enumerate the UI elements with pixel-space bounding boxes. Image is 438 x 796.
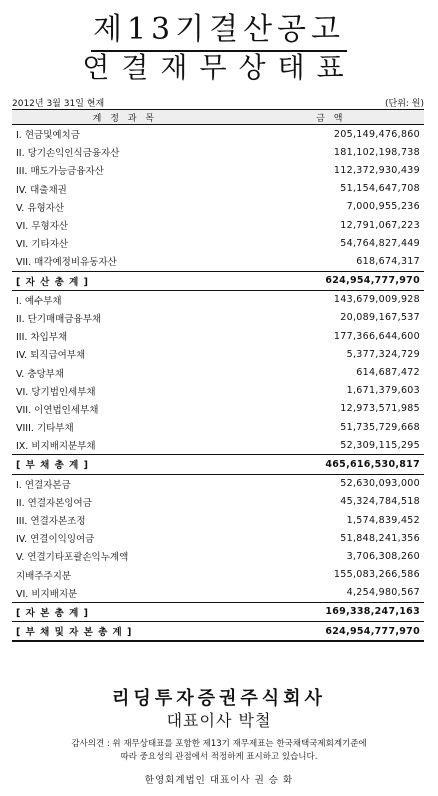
table-row — [12, 529, 424, 547]
account-amount: 624,954,777,970 — [238, 271, 424, 290]
audit-opinion — [0, 738, 438, 764]
table-row — [12, 309, 424, 327]
statement-title: 연결재무상태표 — [82, 51, 356, 84]
account-amount: 205,149,476,860 — [333, 128, 420, 140]
account-amount: 618,674,317 — [356, 255, 420, 267]
account-amount: 4,254,980,567 — [346, 587, 420, 599]
account-label: VI. 무형자산 — [16, 221, 69, 233]
table-row — [12, 290, 424, 309]
account-label: V. 연결기타포괄손익누계액 — [16, 552, 129, 564]
table-row — [12, 436, 424, 455]
table-row — [12, 143, 424, 161]
audit-opinion-line-1: 감사의견 : 위 재무상태표를 포함한 제13기 재무제표는 한국채택국제회계기준에 — [71, 739, 367, 749]
account-label: [ 부 채 및 자 본 총 계 ] — [12, 622, 238, 642]
account-label: IV. 연결이익잉여금 — [16, 534, 95, 546]
table-row — [12, 493, 424, 511]
table-row — [12, 400, 424, 418]
table-row — [12, 234, 424, 252]
account-label: IV. 대출채권 — [16, 184, 67, 196]
account-label: [ 자 산 총 계 ] — [12, 271, 238, 290]
account-label: VII. 매각예정비유동자산 — [16, 257, 117, 269]
account-label: [ 자 본 총 계 ] — [12, 602, 238, 621]
table-row — [12, 125, 424, 144]
account-label: V. 유형자산 — [16, 202, 65, 214]
table-row — [12, 198, 424, 216]
account-amount: 52,309,115,295 — [340, 439, 420, 451]
account-amount: 45,324,784,518 — [340, 496, 420, 508]
account-amount: 1,671,379,603 — [346, 385, 420, 397]
table-row — [12, 511, 424, 529]
account-amount: 51,848,241,356 — [340, 532, 420, 544]
account-label: IV. 퇴직급여부채 — [16, 350, 86, 362]
account-label: I. 예수부채 — [16, 295, 62, 307]
table-row — [12, 363, 424, 381]
table-total-row — [12, 271, 424, 290]
table-row — [12, 161, 424, 179]
account-label: II. 연결자본잉여금 — [16, 497, 92, 509]
account-label: VIII. 기타부채 — [16, 423, 74, 435]
table-row — [12, 566, 424, 584]
table-row — [12, 252, 424, 271]
account-label: V. 충당부채 — [16, 368, 65, 380]
ceo-name: 대표이사 박철 — [166, 711, 272, 730]
account-amount: 143,679,009,928 — [333, 294, 420, 306]
account-amount: 169,338,247,163 — [238, 602, 424, 621]
table-row — [12, 547, 424, 565]
account-label: I. 현금및예치금 — [16, 130, 80, 142]
balance-sheet-table — [12, 109, 424, 642]
report-date: 2012년 3월 31일 현재 — [12, 99, 105, 109]
account-amount: 12,973,571,985 — [340, 403, 420, 415]
account-amount: 51,154,647,708 — [340, 183, 420, 195]
table-row — [12, 327, 424, 345]
account-amount: 12,791,067,223 — [340, 219, 420, 231]
table-total-row — [12, 622, 424, 642]
account-label: IX. 비지배지분부채 — [16, 441, 96, 453]
table-header-row — [12, 110, 424, 125]
account-label: VI. 당기법인세부채 — [16, 386, 96, 398]
table-row — [12, 180, 424, 198]
account-amount: 54,764,827,449 — [340, 237, 420, 249]
account-label: II. 당기손익인식금융자산 — [16, 148, 120, 160]
account-label: III. 연결자본조정 — [16, 516, 86, 528]
account-amount: 177,366,644,600 — [333, 330, 420, 342]
account-label: [ 부 채 총 계 ] — [12, 455, 238, 474]
account-label: VI. 기타자산 — [16, 239, 69, 251]
account-label: III. 차입부채 — [16, 332, 68, 344]
account-amount: 624,954,777,970 — [238, 622, 424, 642]
account-amount: 3,706,308,260 — [346, 550, 420, 562]
notice-title-text: 제13기결산공고 — [91, 4, 347, 52]
account-label: II. 단기매매금융부채 — [16, 313, 102, 325]
unit-label: (단위: 원) — [385, 99, 424, 109]
account-label: I. 연결자본금 — [16, 479, 71, 491]
column-header-account: 계 정 과 목 — [12, 110, 238, 125]
account-amount: 155,083,266,586 — [333, 569, 420, 581]
account-amount: 52,630,093,000 — [340, 478, 420, 490]
account-amount: 5,377,324,729 — [346, 348, 420, 360]
table-row — [12, 418, 424, 436]
account-label: 지배주주지분 — [16, 570, 72, 582]
statement-meta — [12, 96, 424, 109]
account-amount: 112,372,930,439 — [333, 164, 420, 176]
column-header-amount: 금 액 — [238, 110, 424, 125]
account-label: VI. 비지배지분 — [16, 588, 78, 600]
table-row — [12, 345, 424, 363]
account-amount: 20,089,167,537 — [340, 312, 420, 324]
account-amount: 7,000,955,236 — [346, 201, 420, 213]
account-label: VII. 이연법인세부채 — [16, 404, 99, 416]
audit-opinion-line-2: 따라 중요성의 관점에서 적정하게 표시하고 있습니다. — [120, 752, 318, 762]
account-label: III. 매도가능금융자산 — [16, 166, 104, 178]
account-amount: 181,102,198,738 — [333, 146, 420, 158]
table-row — [12, 216, 424, 234]
company-name: 리딩투자증권주식회사 — [112, 688, 326, 709]
table-row — [12, 474, 424, 493]
account-amount: 1,574,839,452 — [346, 514, 420, 526]
auditor-signature: 한영회계법인 대표이사 권 승 화 — [144, 775, 294, 786]
table-total-row — [12, 602, 424, 621]
account-amount: 465,616,530,817 — [238, 455, 424, 474]
account-amount: 51,735,729,668 — [340, 421, 420, 433]
notice-title — [0, 4, 438, 52]
account-amount: 614,687,472 — [356, 367, 420, 379]
table-row — [12, 584, 424, 603]
table-total-row — [12, 455, 424, 474]
table-row — [12, 382, 424, 400]
